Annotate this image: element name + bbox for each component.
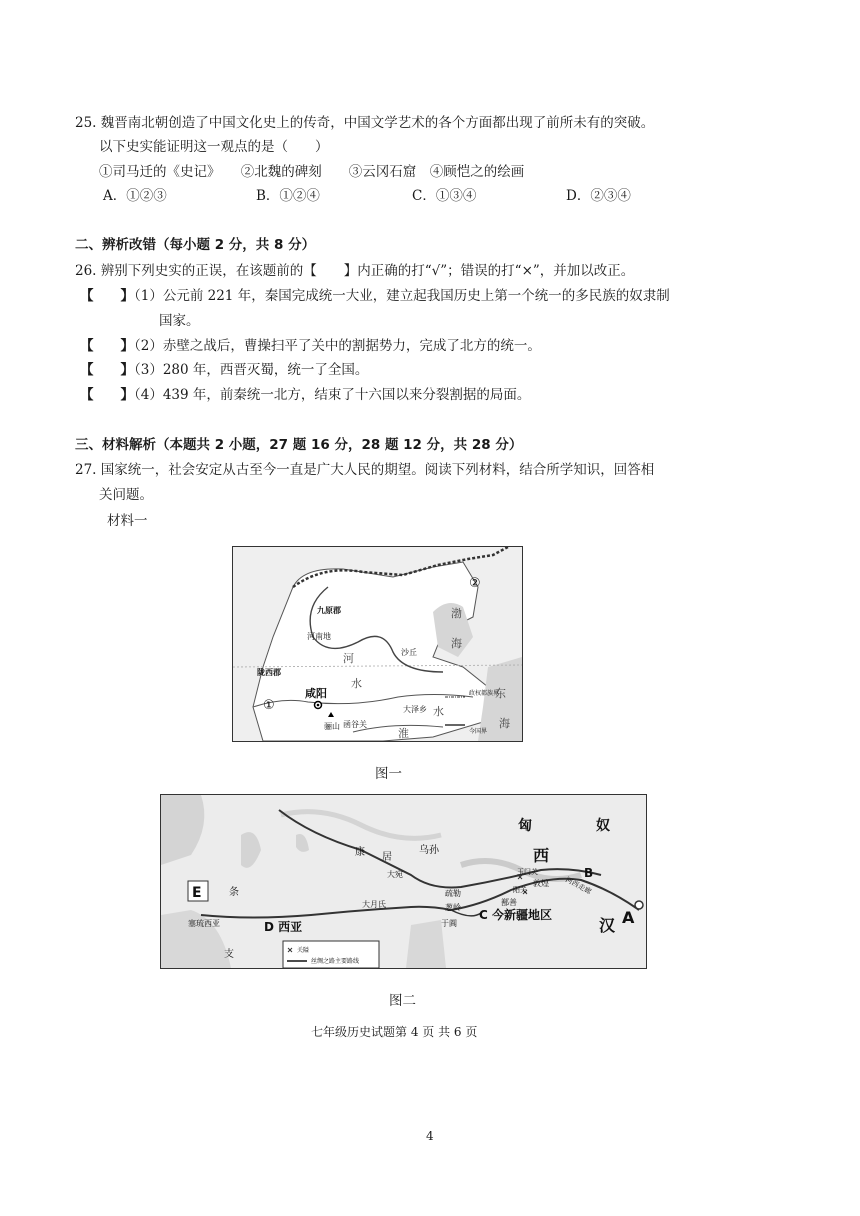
map1-dazexiang: 大泽乡 (403, 705, 427, 714)
map1-longxi: 陇西郡 (257, 668, 281, 677)
map1-huai: 淮 (398, 727, 409, 740)
map2-congling: 葱岭 (445, 903, 461, 912)
qin-map (232, 546, 523, 742)
map1-jiuyuan: 九原郡 (317, 606, 341, 615)
map1-marker-1: ① (263, 698, 275, 713)
map2-dawan: 大宛 (387, 870, 403, 879)
silk-road-map (160, 794, 647, 969)
page-number: 4 (426, 1129, 434, 1143)
q25-items: ①司马迁的《史记》 ②北魏的碑刻 ③云冈石窟 ④顾恺之的绘画 (99, 164, 525, 180)
map2-zhi: 支 (224, 949, 234, 960)
q26-item-1 (80, 287, 670, 305)
qin-map-graphic (233, 547, 522, 741)
map2-xi: 西 (533, 846, 550, 865)
answer-bracket[interactable]: 【 】 (80, 362, 134, 378)
map2-yutian: 于阗 (441, 919, 457, 928)
q25-option-d: D．②③④ (566, 188, 631, 204)
map2-yangguan: 阳关 (513, 886, 527, 894)
q27-line2: 关问题。 (99, 487, 153, 503)
q26-item-4 (80, 386, 530, 404)
map1-hangu: 函谷关 (343, 720, 367, 729)
map1-xianyang: 咸阳 (305, 687, 327, 700)
map1-shui2: 水 (433, 705, 444, 718)
section2-title: 二、辨析改错（每小题 2 分，共 8 分） (75, 237, 316, 253)
map2-marker-e: E (192, 885, 202, 901)
map1-shui: 水 (351, 677, 362, 690)
map2-shanshan: 鄯善 (501, 898, 517, 907)
q27-line1: 27. 国家统一，社会安定从古至今一直是广大人民的期望。阅读下列材料，结合所学知识，回答相 (75, 462, 655, 478)
map2-dayuezhi: 大月氏 (362, 900, 386, 909)
map2-nu: 奴 (596, 818, 610, 834)
map2-shule: 疏勒 (445, 889, 461, 898)
page-info: 七年级历史试题第 4 页 共 6 页 (311, 1025, 478, 1039)
map2-kang: 康 (355, 847, 365, 858)
map2-region-c: C 今新疆地区 (479, 908, 552, 922)
map2-xiong: 匈 (518, 818, 532, 834)
map2-ju: 居 (382, 852, 392, 863)
map2-region-d: D 西亚 (264, 920, 303, 934)
answer-bracket[interactable]: 【 】 (80, 288, 134, 304)
answer-bracket[interactable]: 【 】 (80, 387, 134, 403)
map2-legend-route: 丝绸之路主要路线 (311, 958, 360, 965)
map1-henan: 河南地 (307, 632, 331, 641)
map2-legend-pass: 关隘 (297, 947, 310, 954)
map2-marker-a: A (622, 908, 635, 927)
answer-bracket[interactable]: 【 】 (80, 338, 134, 354)
map2-hexi: 河西走廊 (564, 875, 593, 896)
q26-item-2 (80, 337, 541, 355)
q25-option-a: A．①②③ (103, 188, 167, 204)
q25-line2: 以下史实能证明这一观点的是（ ） (99, 139, 329, 155)
q25-option-b: B．①②④ (256, 188, 320, 204)
map1-shaqiu: 沙丘 (401, 648, 417, 657)
q25-line1: 25. 魏晋南北朝创造了中国文化史上的传奇，中国文学艺术的各个方面都出现了前所未有的突破。 (75, 115, 655, 131)
map2-yumen: 玉门关 (517, 868, 538, 876)
q26-item-text: （2）赤壁之战后，曹操扫平了关中的割据势力，完成了北方的统一。 (134, 338, 541, 354)
map1-hai2: 海 (499, 717, 510, 730)
section3-title: 三、材料解析（本题共 2 小题，27 题 16 分，28 题 12 分，共 28 分） (75, 437, 523, 453)
map2-tiao: 条 (229, 887, 239, 898)
map2-marker-b: B (584, 866, 594, 880)
material-label: 材料一 (107, 513, 148, 529)
q26-item-text: （1）公元前 221 年，秦国完成统一大业，建立起我国历史上第一个统一的多民族的奴隶制 (134, 288, 670, 304)
q26-item-text: （3）280 年，西晋灭蜀，统一了全国。 (134, 362, 369, 378)
silk-road-graphic (161, 795, 646, 968)
q26-item-1-cont: 国家。 (159, 313, 200, 329)
q26-item-text: （4）439 年，前秦统一北方，结束了十六国以来分裂割据的局面。 (134, 387, 531, 403)
map2-caption: 图二 (389, 993, 416, 1009)
q26-stem: 26. 辨别下列史实的正误，在该题前的【 】内正确的打“√”；错误的打“×”，并加以改正。 (75, 263, 635, 279)
map2-wusun: 乌孙 (419, 845, 439, 856)
map1-caption: 图一 (375, 766, 402, 782)
map1-dong: 东 (495, 687, 506, 700)
map1-hai: 海 (451, 637, 462, 650)
map2-han: 汉 (599, 916, 616, 935)
map1-legend-border: 政权都族界 (469, 690, 500, 697)
map1-legend-today: 今国界 (469, 728, 488, 735)
map1-lishan: 骊山 (324, 722, 340, 731)
q26-item-3 (80, 361, 368, 379)
map2-dunhuang: 敦煌 (533, 879, 549, 888)
map2-seleucia: 塞琉西亚 (188, 919, 220, 928)
q25-option-c: C．①③④ (412, 188, 477, 204)
map1-he: 河 (343, 652, 354, 665)
map1-marker-2: ② (469, 576, 481, 591)
map1-bo: 渤 (451, 607, 462, 620)
